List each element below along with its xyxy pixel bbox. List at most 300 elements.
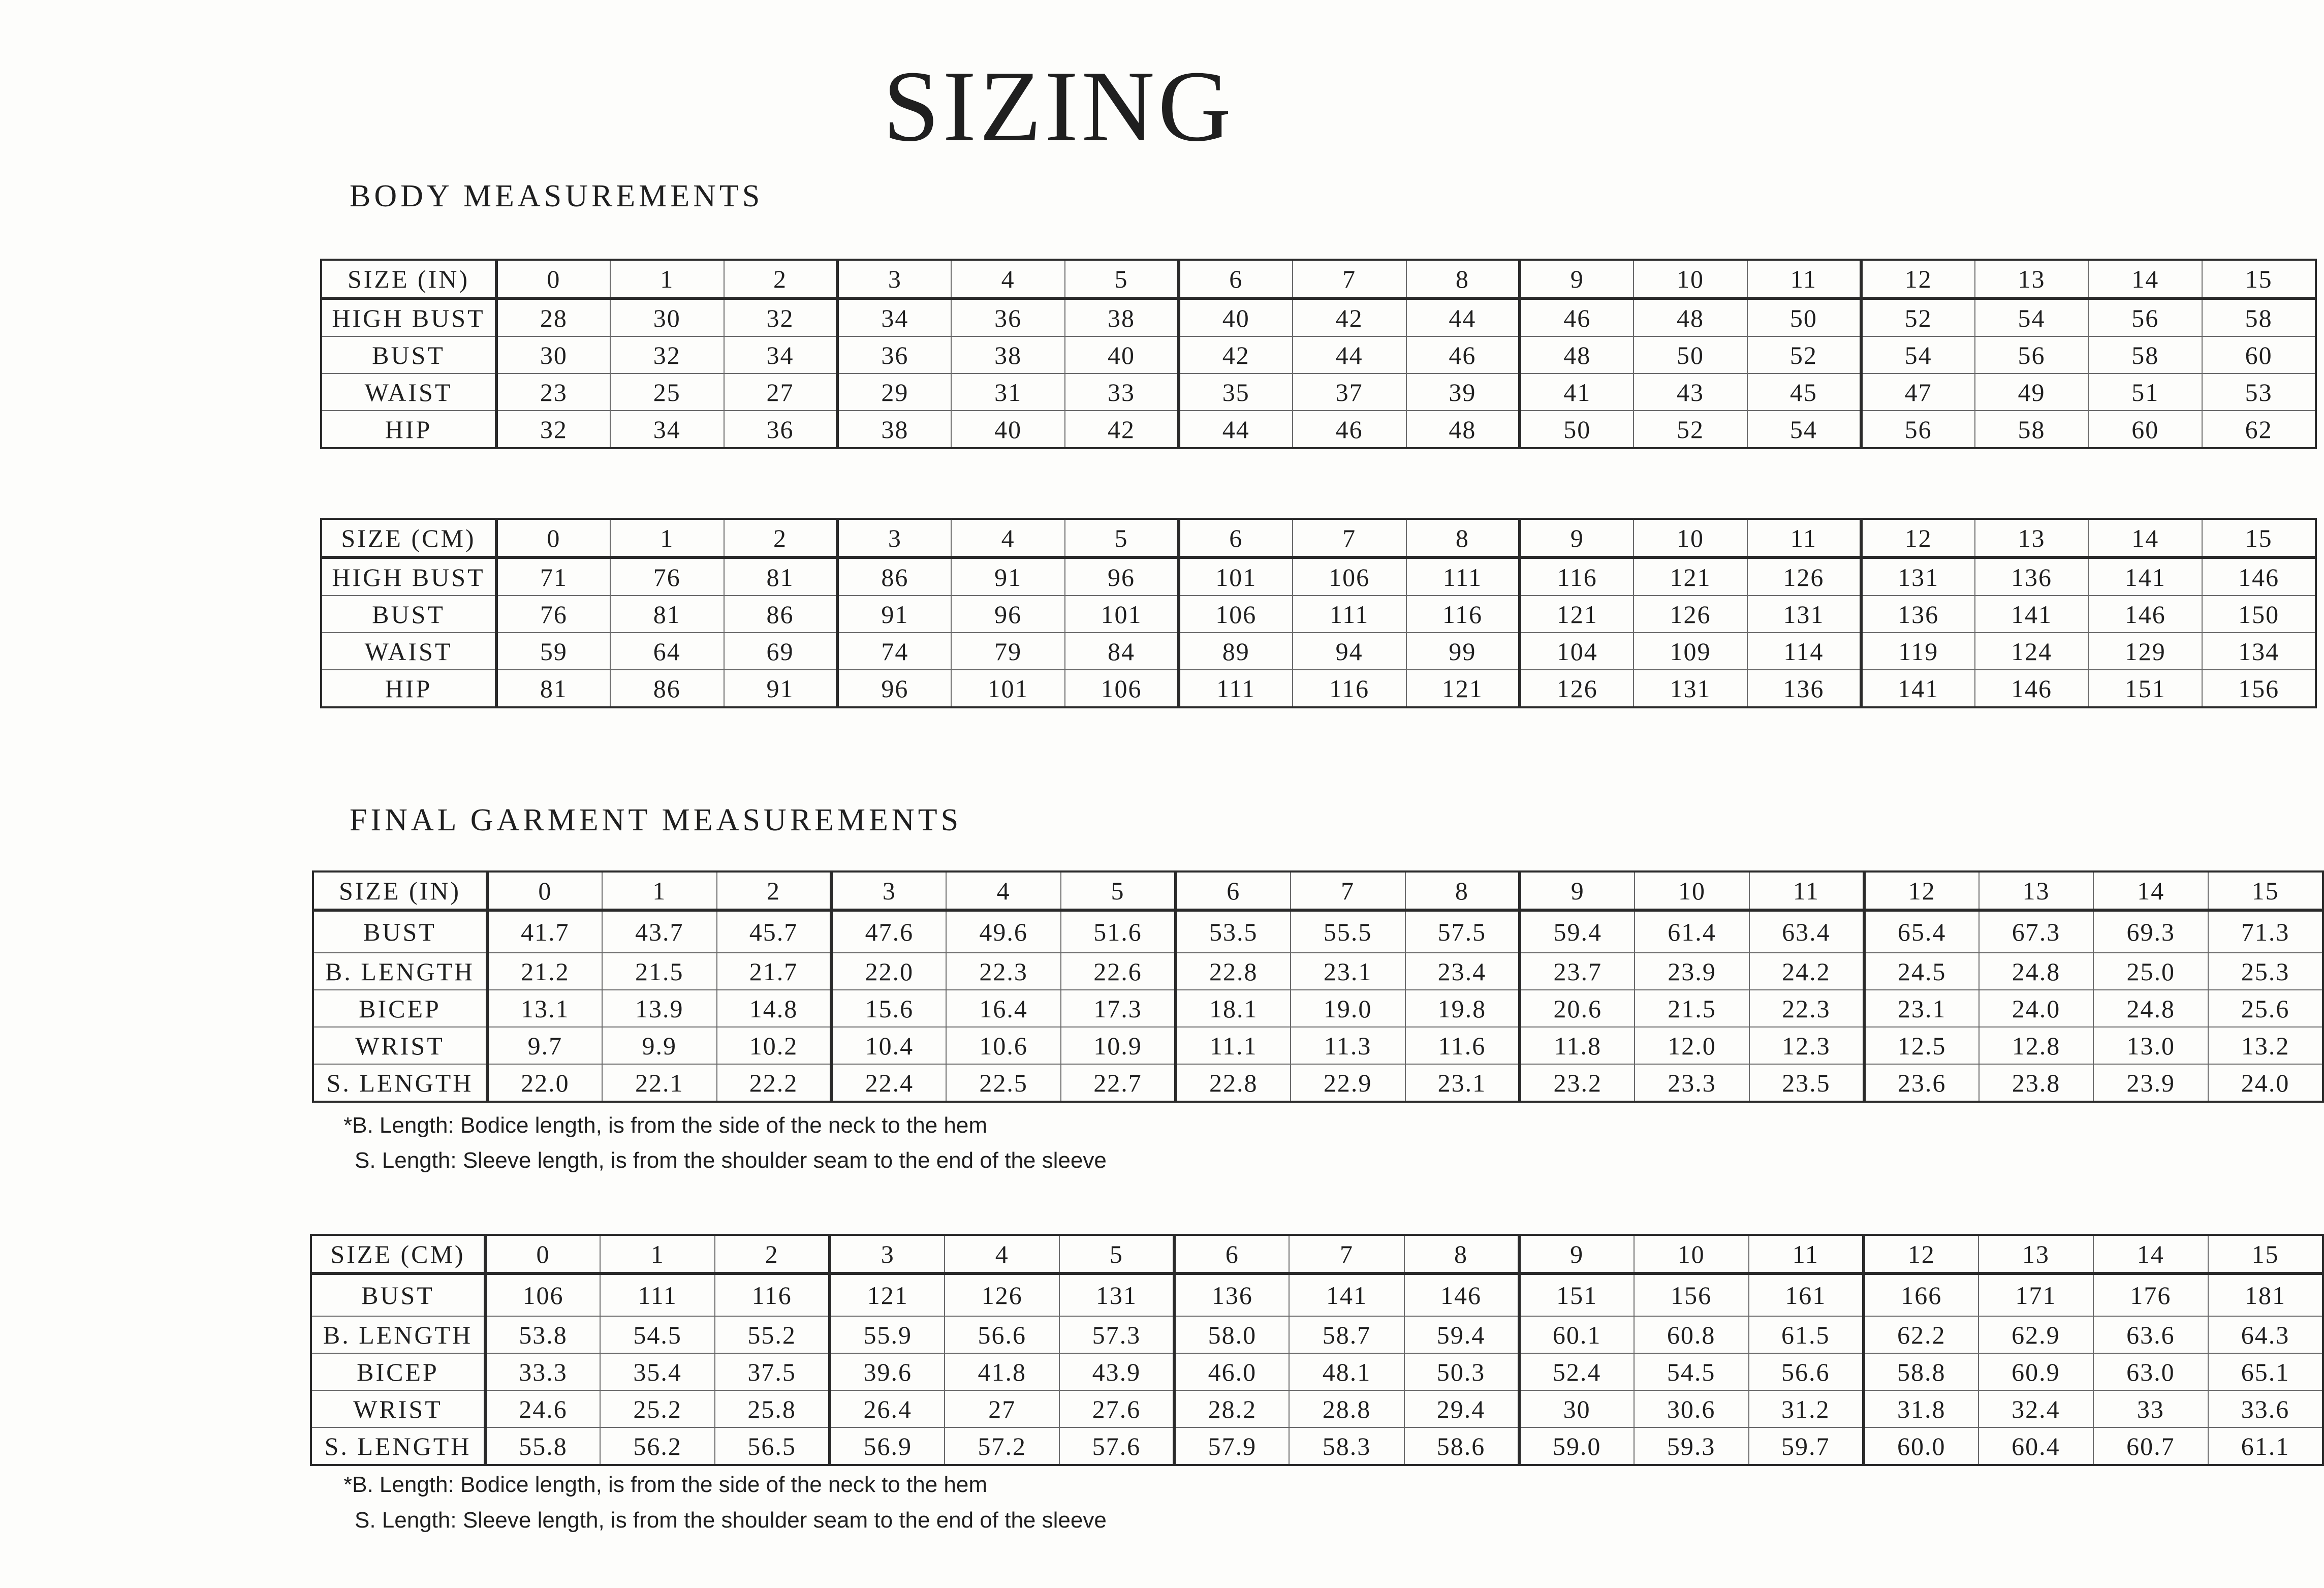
measurement-value-cell: 49.6	[946, 910, 1061, 953]
measurement-value-cell: 116	[1520, 557, 1634, 596]
size-unit-label: SIZE (CM)	[311, 1235, 485, 1273]
measurement-value-cell: 22.4	[831, 1064, 946, 1102]
size-number-cell: 2	[724, 519, 838, 557]
measurement-value-cell: 43	[1634, 373, 1747, 411]
measurement-value-cell: 49	[1975, 373, 2089, 411]
size-number-cell: 10	[1634, 519, 1747, 557]
size-number-cell: 9	[1520, 260, 1634, 298]
size-number-cell: 15	[2202, 260, 2316, 298]
size-number-cell: 11	[1749, 1235, 1864, 1273]
measurement-value-cell: 64.3	[2208, 1316, 2323, 1353]
measurement-value-cell: 76	[610, 557, 724, 596]
measurement-value-cell: 56	[1975, 336, 2089, 373]
measurement-value-cell: 58	[2088, 336, 2202, 373]
measurement-value-cell: 45.7	[717, 910, 832, 953]
measurement-value-cell: 57.9	[1174, 1427, 1289, 1465]
measurement-value-cell: 56.9	[830, 1427, 945, 1465]
measurement-value-cell: 55.5	[1291, 910, 1405, 953]
measurement-value-cell: 131	[1634, 670, 1747, 707]
measurement-value-cell: 23.1	[1864, 990, 1979, 1027]
size-number-cell: 4	[951, 260, 1065, 298]
measurement-value-cell: 111	[1406, 557, 1520, 596]
measurement-value-cell: 58	[2202, 298, 2316, 336]
size-number-cell: 13	[1975, 260, 2089, 298]
measurement-value-cell: 106	[1065, 670, 1179, 707]
measurement-value-cell: 38	[837, 411, 951, 448]
measurement-value-cell: 46	[1293, 411, 1406, 448]
measurement-value-cell: 54	[1975, 298, 2089, 336]
measurement-value-cell: 13.1	[487, 990, 602, 1027]
measurement-row-bust	[313, 910, 2323, 953]
measurement-value-cell: 53.5	[1176, 910, 1291, 953]
measurement-value-cell: 45	[1747, 373, 1861, 411]
size-number-cell: 9	[1520, 871, 1635, 910]
measurement-value-cell: 124	[1975, 633, 2089, 670]
measurement-value-cell: 13.2	[2208, 1027, 2323, 1064]
measurement-value-cell: 38	[1065, 298, 1179, 336]
measurement-row-high-bust	[321, 557, 2316, 596]
measurement-value-cell: 30	[1519, 1390, 1634, 1427]
measurement-value-cell: 41.8	[945, 1353, 1059, 1390]
measurement-value-cell: 40	[1179, 298, 1293, 336]
measurement-value-cell: 96	[1065, 557, 1179, 596]
measurement-value-cell: 136	[1861, 596, 1975, 633]
measurement-value-cell: 33.6	[2208, 1390, 2323, 1427]
measurement-value-cell: 35	[1179, 373, 1293, 411]
size-number-cell: 5	[1065, 519, 1179, 557]
measurement-value-cell: 50	[1634, 336, 1747, 373]
size-number-cell: 3	[831, 871, 946, 910]
measurement-value-cell: 146	[1404, 1273, 1519, 1316]
measurement-value-cell: 23.8	[1979, 1064, 2094, 1102]
measurement-value-cell: 25.8	[715, 1390, 830, 1427]
measurement-value-cell: 62.2	[1864, 1316, 1978, 1353]
measurement-value-cell: 94	[1293, 633, 1406, 670]
size-unit-label: SIZE (CM)	[321, 519, 496, 557]
size-number-cell: 1	[610, 519, 724, 557]
measurement-value-cell: 22.3	[1749, 990, 1864, 1027]
measurement-value-cell: 52.4	[1519, 1353, 1634, 1390]
measurement-value-cell: 51.6	[1061, 910, 1176, 953]
measurement-value-cell: 62	[2202, 411, 2316, 448]
measurement-value-cell: 181	[2208, 1273, 2323, 1316]
size-number-cell: 8	[1406, 519, 1520, 557]
size-number-cell: 4	[951, 519, 1065, 557]
measurement-value-cell: 56	[2088, 298, 2202, 336]
measurement-label: HIGH BUST	[321, 557, 496, 596]
measurement-value-cell: 65.1	[2208, 1353, 2323, 1390]
measurement-value-cell: 42	[1293, 298, 1406, 336]
measurement-value-cell: 121	[1634, 557, 1747, 596]
measurement-value-cell: 22.3	[946, 953, 1061, 990]
measurement-value-cell: 30	[610, 298, 724, 336]
size-number-cell: 2	[717, 871, 832, 910]
measurement-value-cell: 37.5	[715, 1353, 830, 1390]
measurement-value-cell: 28.2	[1174, 1390, 1289, 1427]
size-number-cell: 14	[2093, 1235, 2208, 1273]
size-number-cell: 5	[1059, 1235, 1174, 1273]
measurement-value-cell: 13.9	[602, 990, 717, 1027]
measurement-value-cell: 23.7	[1520, 953, 1635, 990]
measurement-value-cell: 52	[1861, 298, 1975, 336]
measurement-value-cell: 40	[951, 411, 1065, 448]
size-number-cell: 15	[2208, 1235, 2323, 1273]
measurement-label: BICEP	[311, 1353, 485, 1390]
measurement-value-cell: 48	[1634, 298, 1747, 336]
measurement-label: BUST	[321, 596, 496, 633]
measurement-value-cell: 146	[1975, 670, 2089, 707]
measurement-row-b-length	[313, 953, 2323, 990]
measurement-value-cell: 59	[496, 633, 610, 670]
size-number-cell: 13	[1978, 1235, 2093, 1273]
measurement-value-cell: 101	[951, 670, 1065, 707]
measurement-value-cell: 12.8	[1979, 1027, 2094, 1064]
measurement-value-cell: 59.0	[1519, 1427, 1634, 1465]
body-measurements-inches-table	[320, 259, 2317, 449]
measurement-value-cell: 41.7	[487, 910, 602, 953]
measurement-value-cell: 38	[951, 336, 1065, 373]
measurement-label: BUST	[321, 336, 496, 373]
measurement-value-cell: 126	[1634, 596, 1747, 633]
size-number-cell: 0	[496, 519, 610, 557]
measurement-value-cell: 69	[724, 633, 838, 670]
measurement-value-cell: 81	[724, 557, 838, 596]
measurement-value-cell: 55.2	[715, 1316, 830, 1353]
measurement-value-cell: 146	[2088, 596, 2202, 633]
measurement-value-cell: 25.6	[2208, 990, 2323, 1027]
size-number-cell: 2	[724, 260, 838, 298]
measurement-value-cell: 96	[837, 670, 951, 707]
measurement-value-cell: 11.3	[1291, 1027, 1405, 1064]
footnote-bodice-length-inches: *B. Length: Bodice length, is from the side of the neck to the hem	[343, 1113, 987, 1138]
measurement-value-cell: 62.9	[1978, 1316, 2093, 1353]
measurement-value-cell: 22.6	[1061, 953, 1176, 990]
size-number-cell: 9	[1519, 1235, 1634, 1273]
measurement-value-cell: 34	[724, 336, 838, 373]
measurement-value-cell: 86	[724, 596, 838, 633]
measurement-value-cell: 71	[496, 557, 610, 596]
measurement-value-cell: 40	[1065, 336, 1179, 373]
footnote-sleeve-length-cm: S. Length: Sleeve length, is from the shoulder seam to the end of the sleeve	[355, 1508, 1107, 1533]
final-garment-measurements-heading: FINAL GARMENT MEASUREMENTS	[350, 803, 962, 837]
measurement-value-cell: 23	[496, 373, 610, 411]
measurement-value-cell: 46.0	[1174, 1353, 1289, 1390]
measurement-value-cell: 10.6	[946, 1027, 1061, 1064]
measurement-value-cell: 33	[2093, 1390, 2208, 1427]
measurement-value-cell: 55.9	[830, 1316, 945, 1353]
measurement-value-cell: 119	[1861, 633, 1975, 670]
size-header-row	[321, 519, 2316, 557]
size-number-cell: 1	[610, 260, 724, 298]
measurement-value-cell: 31	[951, 373, 1065, 411]
measurement-value-cell: 36	[724, 411, 838, 448]
measurement-value-cell: 60.4	[1978, 1427, 2093, 1465]
size-number-cell: 12	[1861, 519, 1975, 557]
measurement-value-cell: 146	[2202, 557, 2316, 596]
size-number-cell: 7	[1293, 260, 1406, 298]
measurement-value-cell: 53	[2202, 373, 2316, 411]
measurement-value-cell: 86	[610, 670, 724, 707]
measurement-value-cell: 136	[1747, 670, 1861, 707]
measurement-value-cell: 58.8	[1864, 1353, 1978, 1390]
measurement-row-waist	[321, 633, 2316, 670]
measurement-value-cell: 11.6	[1405, 1027, 1520, 1064]
measurement-value-cell: 67.3	[1979, 910, 2094, 953]
measurement-value-cell: 106	[1179, 596, 1293, 633]
measurement-value-cell: 114	[1747, 633, 1861, 670]
measurement-value-cell: 79	[951, 633, 1065, 670]
size-number-cell: 3	[837, 260, 951, 298]
measurement-value-cell: 156	[2202, 670, 2316, 707]
measurement-value-cell: 36	[951, 298, 1065, 336]
size-number-cell: 12	[1864, 1235, 1978, 1273]
measurement-value-cell: 44	[1293, 336, 1406, 373]
measurement-value-cell: 30	[496, 336, 610, 373]
measurement-value-cell: 81	[610, 596, 724, 633]
size-number-cell: 5	[1061, 871, 1176, 910]
measurement-value-cell: 22.1	[602, 1064, 717, 1102]
measurement-value-cell: 131	[1861, 557, 1975, 596]
body-measurements-heading: BODY MEASUREMENTS	[350, 179, 764, 213]
measurement-value-cell: 58.6	[1404, 1427, 1519, 1465]
size-number-cell: 15	[2202, 519, 2316, 557]
measurement-value-cell: 20.6	[1520, 990, 1635, 1027]
measurement-value-cell: 9.7	[487, 1027, 602, 1064]
measurement-value-cell: 42	[1179, 336, 1293, 373]
measurement-value-cell: 121	[1520, 596, 1634, 633]
measurement-value-cell: 31.2	[1749, 1390, 1864, 1427]
measurement-value-cell: 96	[951, 596, 1065, 633]
measurement-value-cell: 32	[724, 298, 838, 336]
measurement-value-cell: 27.6	[1059, 1390, 1174, 1427]
measurement-value-cell: 10.2	[717, 1027, 832, 1064]
size-header-row	[313, 871, 2323, 910]
measurement-value-cell: 48.1	[1289, 1353, 1404, 1390]
garment-measurements-cm-table	[310, 1234, 2324, 1466]
measurement-value-cell: 60.8	[1634, 1316, 1749, 1353]
size-number-cell: 12	[1864, 871, 1979, 910]
measurement-value-cell: 56.6	[945, 1316, 1059, 1353]
measurement-value-cell: 106	[485, 1273, 600, 1316]
measurement-value-cell: 55.8	[485, 1427, 600, 1465]
size-number-cell: 1	[600, 1235, 715, 1273]
size-number-cell: 6	[1174, 1235, 1289, 1273]
measurement-value-cell: 23.6	[1864, 1064, 1979, 1102]
measurement-value-cell: 32	[496, 411, 610, 448]
measurement-value-cell: 33	[1065, 373, 1179, 411]
measurement-row-high-bust	[321, 298, 2316, 336]
footnote-bodice-length-cm: *B. Length: Bodice length, is from the side of the neck to the hem	[343, 1472, 987, 1497]
size-number-cell: 14	[2093, 871, 2208, 910]
measurement-value-cell: 121	[830, 1273, 945, 1316]
measurement-value-cell: 11.8	[1520, 1027, 1635, 1064]
measurement-value-cell: 37	[1293, 373, 1406, 411]
measurement-value-cell: 58.0	[1174, 1316, 1289, 1353]
size-number-cell: 4	[945, 1235, 1059, 1273]
measurement-value-cell: 39	[1406, 373, 1520, 411]
measurement-value-cell: 81	[496, 670, 610, 707]
measurement-value-cell: 141	[1861, 670, 1975, 707]
body-measurements-cm-table	[320, 518, 2317, 708]
measurement-value-cell: 24.8	[2093, 990, 2208, 1027]
measurement-label: WAIST	[321, 373, 496, 411]
measurement-value-cell: 126	[945, 1273, 1059, 1316]
measurement-value-cell: 58	[1975, 411, 2089, 448]
measurement-value-cell: 99	[1406, 633, 1520, 670]
page-title: SIZING	[883, 50, 1235, 163]
measurement-value-cell: 21.5	[602, 953, 717, 990]
measurement-row-bust	[321, 336, 2316, 373]
size-number-cell: 0	[487, 871, 602, 910]
size-number-cell: 14	[2088, 260, 2202, 298]
measurement-row-wrist	[313, 1027, 2323, 1064]
measurement-value-cell: 54.5	[600, 1316, 715, 1353]
measurement-value-cell: 60.9	[1978, 1353, 2093, 1390]
measurement-value-cell: 24.0	[1979, 990, 2094, 1027]
measurement-label: HIP	[321, 670, 496, 707]
measurement-value-cell: 29.4	[1404, 1390, 1519, 1427]
measurement-value-cell: 21.5	[1635, 990, 1749, 1027]
measurement-value-cell: 111	[1179, 670, 1293, 707]
measurement-label: WRIST	[311, 1390, 485, 1427]
measurement-value-cell: 23.3	[1635, 1064, 1749, 1102]
measurement-row-waist	[321, 373, 2316, 411]
measurement-value-cell: 47.6	[831, 910, 946, 953]
measurement-value-cell: 15.6	[831, 990, 946, 1027]
measurement-value-cell: 11.1	[1176, 1027, 1291, 1064]
measurement-value-cell: 27	[724, 373, 838, 411]
measurement-value-cell: 116	[1406, 596, 1520, 633]
measurement-row-s-length	[311, 1427, 2323, 1465]
measurement-value-cell: 34	[610, 411, 724, 448]
measurement-value-cell: 44	[1406, 298, 1520, 336]
size-number-cell: 14	[2088, 519, 2202, 557]
size-number-cell: 7	[1291, 871, 1405, 910]
measurement-value-cell: 59.7	[1749, 1427, 1864, 1465]
measurement-value-cell: 91	[837, 596, 951, 633]
measurement-value-cell: 151	[2088, 670, 2202, 707]
measurement-label: BUST	[313, 910, 487, 953]
measurement-value-cell: 57.6	[1059, 1427, 1174, 1465]
measurement-value-cell: 22.9	[1291, 1064, 1405, 1102]
measurement-value-cell: 41	[1520, 373, 1634, 411]
measurement-value-cell: 60	[2088, 411, 2202, 448]
measurement-value-cell: 134	[2202, 633, 2316, 670]
measurement-value-cell: 23.1	[1405, 1064, 1520, 1102]
size-number-cell: 4	[946, 871, 1061, 910]
measurement-value-cell: 27	[945, 1390, 1059, 1427]
measurement-value-cell: 48	[1406, 411, 1520, 448]
measurement-value-cell: 42	[1065, 411, 1179, 448]
size-number-cell: 7	[1289, 1235, 1404, 1273]
measurement-value-cell: 56.6	[1749, 1353, 1864, 1390]
measurement-value-cell: 22.8	[1176, 1064, 1291, 1102]
measurement-value-cell: 28.8	[1289, 1390, 1404, 1427]
size-number-cell: 9	[1520, 519, 1634, 557]
size-number-cell: 8	[1404, 1235, 1519, 1273]
measurement-value-cell: 22.2	[717, 1064, 832, 1102]
measurement-value-cell: 21.7	[717, 953, 832, 990]
measurement-value-cell: 151	[1519, 1273, 1634, 1316]
measurement-value-cell: 56.5	[715, 1427, 830, 1465]
size-unit-label: SIZE (IN)	[313, 871, 487, 910]
measurement-value-cell: 54	[1747, 411, 1861, 448]
measurement-value-cell: 166	[1864, 1273, 1978, 1316]
measurement-value-cell: 141	[1975, 596, 2089, 633]
measurement-value-cell: 60.1	[1519, 1316, 1634, 1353]
measurement-value-cell: 18.1	[1176, 990, 1291, 1027]
measurement-value-cell: 141	[1289, 1273, 1404, 1316]
measurement-value-cell: 48	[1520, 336, 1634, 373]
measurement-value-cell: 50.3	[1404, 1353, 1519, 1390]
measurement-value-cell: 150	[2202, 596, 2316, 633]
size-number-cell: 13	[1979, 871, 2094, 910]
measurement-row-b-length	[311, 1316, 2323, 1353]
size-number-cell: 3	[830, 1235, 945, 1273]
measurement-value-cell: 60	[2202, 336, 2316, 373]
measurement-value-cell: 23.9	[1635, 953, 1749, 990]
measurement-value-cell: 161	[1749, 1273, 1864, 1316]
size-number-cell: 6	[1179, 519, 1293, 557]
measurement-value-cell: 24.8	[1979, 953, 2094, 990]
measurement-value-cell: 136	[1174, 1273, 1289, 1316]
measurement-value-cell: 71.3	[2208, 910, 2323, 953]
size-number-cell: 10	[1634, 1235, 1749, 1273]
measurement-value-cell: 9.9	[602, 1027, 717, 1064]
measurement-value-cell: 59.4	[1404, 1316, 1519, 1353]
measurement-value-cell: 10.9	[1061, 1027, 1176, 1064]
measurement-value-cell: 141	[2088, 557, 2202, 596]
size-number-cell: 11	[1747, 519, 1861, 557]
measurement-value-cell: 47	[1861, 373, 1975, 411]
size-number-cell: 8	[1406, 260, 1520, 298]
measurement-value-cell: 63.4	[1749, 910, 1864, 953]
measurement-value-cell: 91	[724, 670, 838, 707]
measurement-value-cell: 61.5	[1749, 1316, 1864, 1353]
size-number-cell: 10	[1635, 871, 1749, 910]
measurement-value-cell: 50	[1747, 298, 1861, 336]
measurement-row-bicep	[311, 1353, 2323, 1390]
measurement-value-cell: 53.8	[485, 1316, 600, 1353]
measurement-value-cell: 89	[1179, 633, 1293, 670]
measurement-label: BUST	[311, 1273, 485, 1316]
measurement-value-cell: 84	[1065, 633, 1179, 670]
measurement-value-cell: 60.0	[1864, 1427, 1978, 1465]
measurement-value-cell: 24.2	[1749, 953, 1864, 990]
measurement-value-cell: 50	[1520, 411, 1634, 448]
size-number-cell: 8	[1405, 871, 1520, 910]
measurement-label: S. LENGTH	[311, 1427, 485, 1465]
measurement-label: HIGH BUST	[321, 298, 496, 336]
measurement-value-cell: 34	[837, 298, 951, 336]
measurement-value-cell: 32	[610, 336, 724, 373]
measurement-value-cell: 131	[1059, 1273, 1174, 1316]
measurement-value-cell: 59.4	[1520, 910, 1635, 953]
measurement-value-cell: 126	[1520, 670, 1634, 707]
measurement-row-hip	[321, 411, 2316, 448]
measurement-value-cell: 31.8	[1864, 1390, 1978, 1427]
measurement-value-cell: 25.3	[2208, 953, 2323, 990]
measurement-value-cell: 22.8	[1176, 953, 1291, 990]
measurement-value-cell: 25.2	[600, 1390, 715, 1427]
measurement-value-cell: 22.7	[1061, 1064, 1176, 1102]
measurement-value-cell: 33.3	[485, 1353, 600, 1390]
size-number-cell: 6	[1176, 871, 1291, 910]
measurement-value-cell: 156	[1634, 1273, 1749, 1316]
size-number-cell: 5	[1065, 260, 1179, 298]
measurement-value-cell: 22.0	[831, 953, 946, 990]
measurement-value-cell: 12.3	[1749, 1027, 1864, 1064]
